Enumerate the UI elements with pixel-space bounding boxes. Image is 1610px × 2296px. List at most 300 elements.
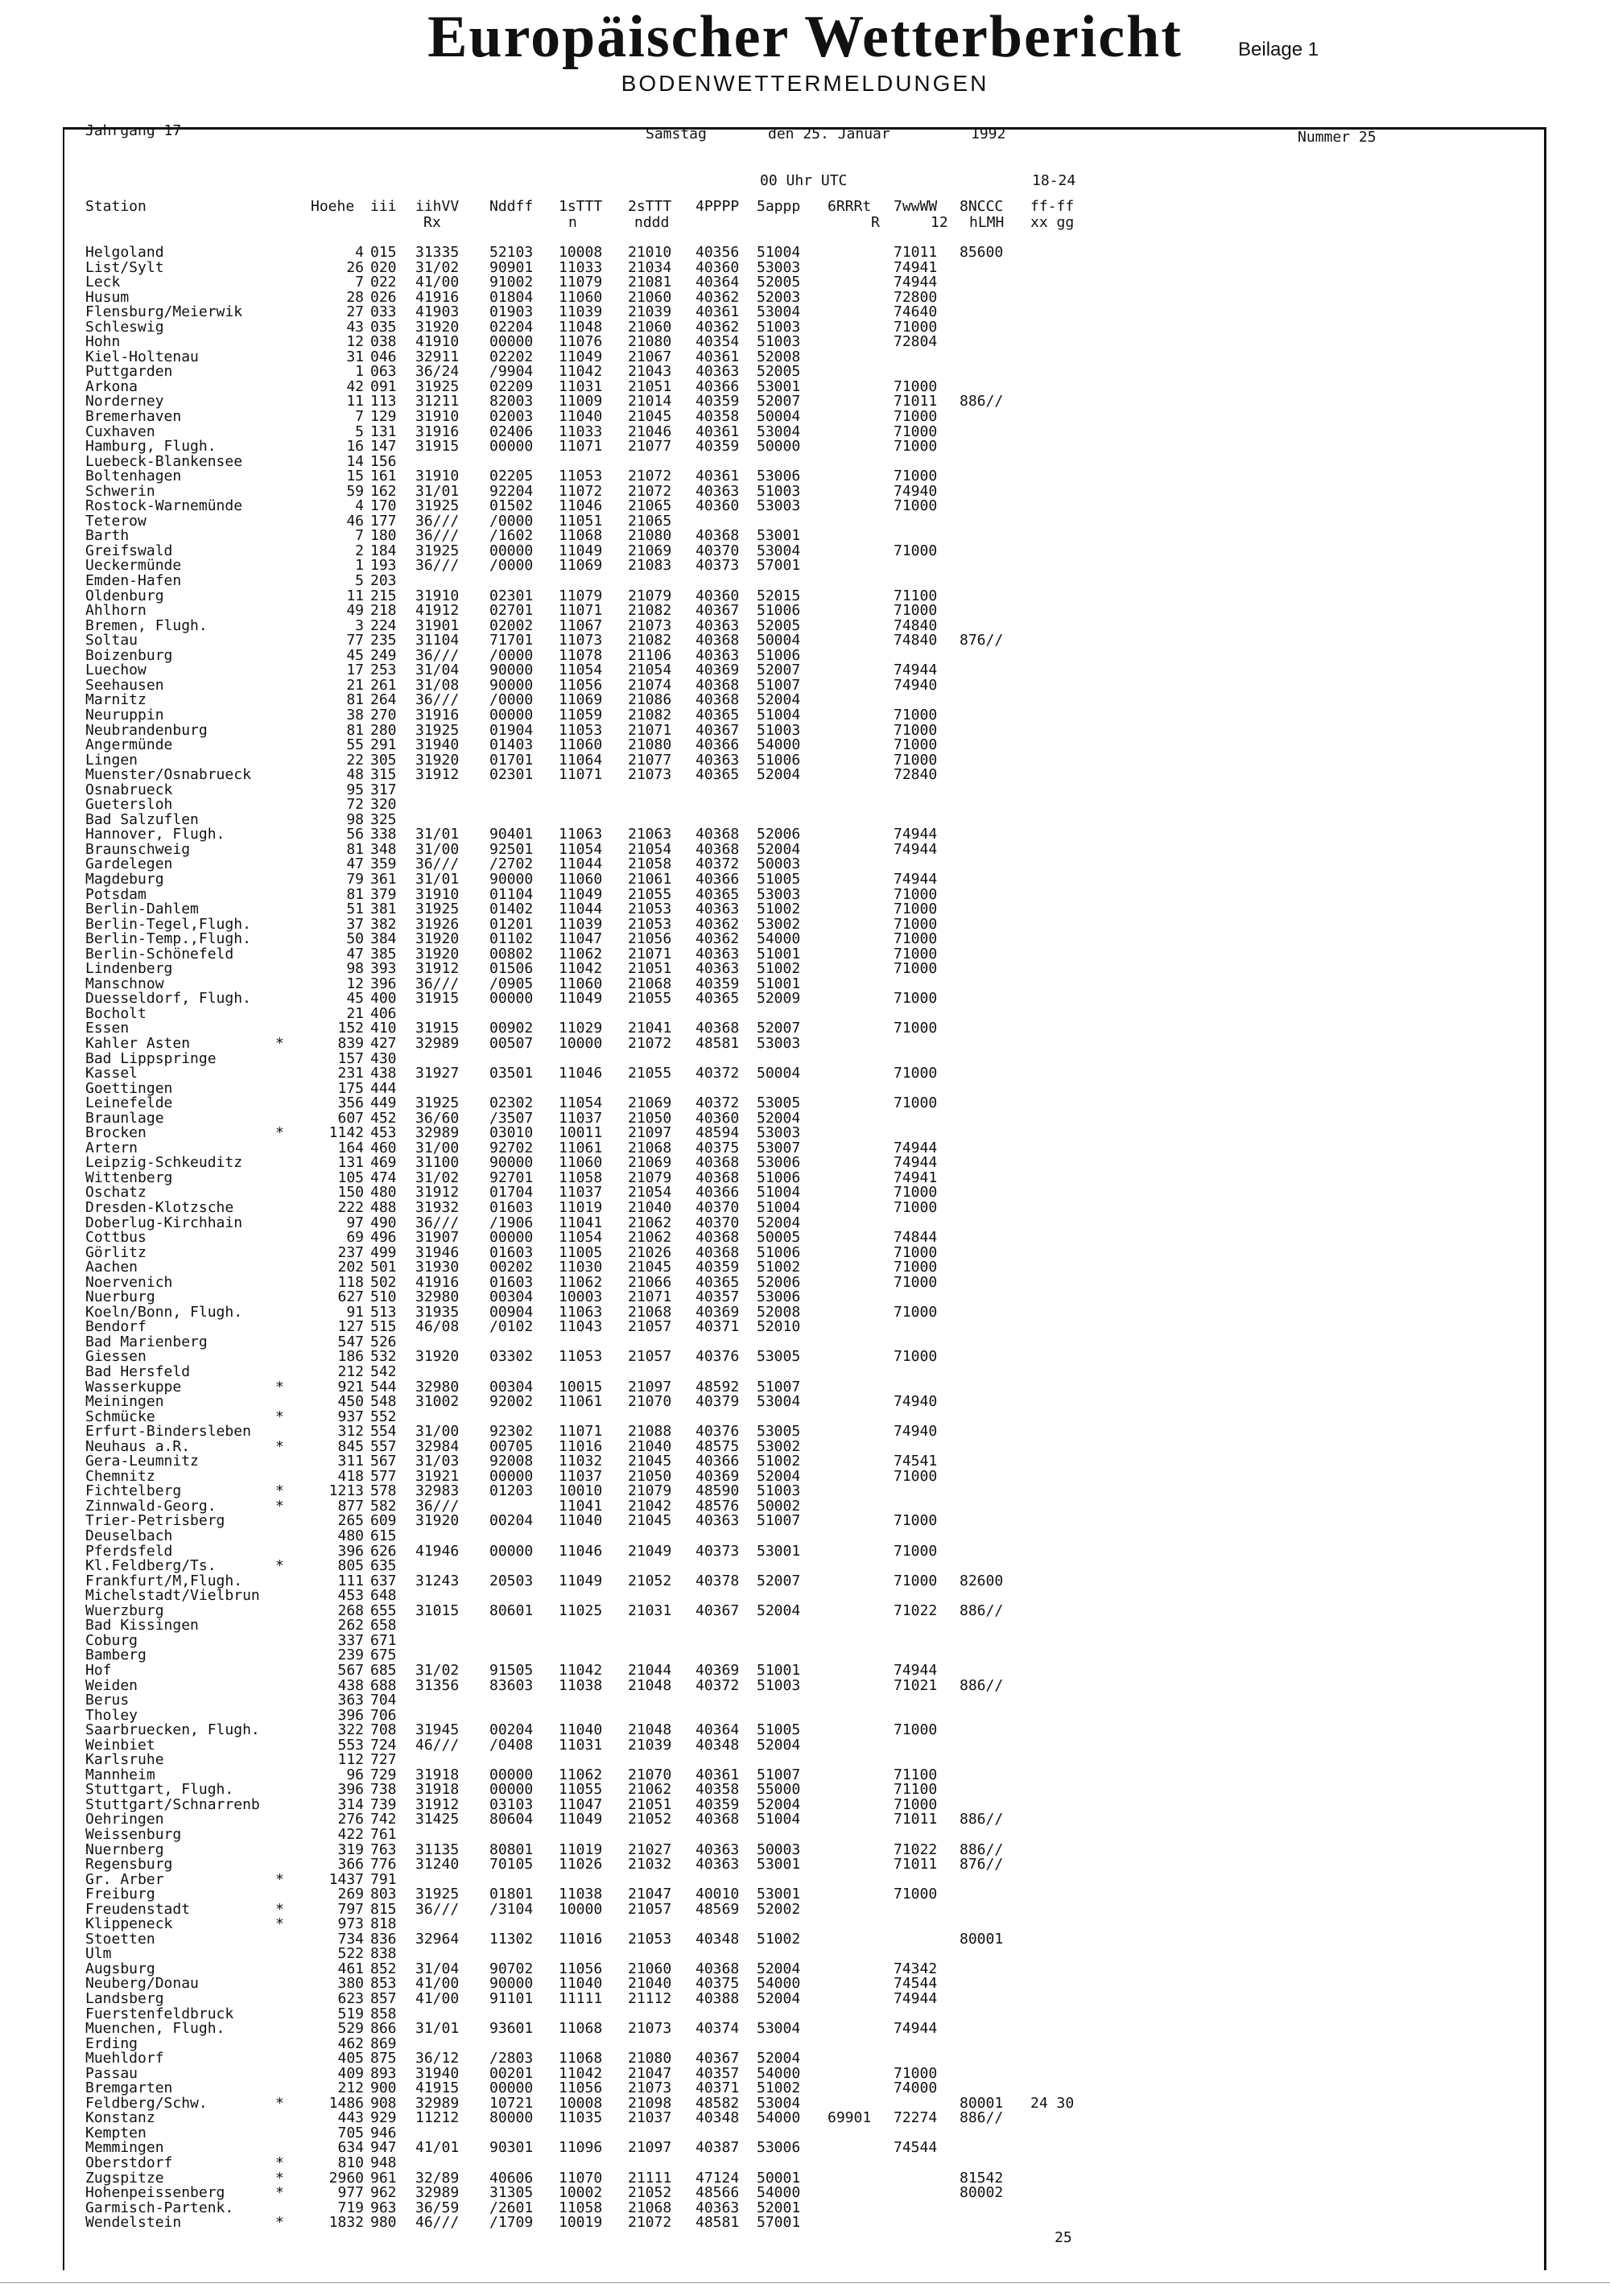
group-5appp: 51001 [757, 975, 801, 992]
group-1sttt: 11049 [559, 348, 603, 365]
group-iihvv: 31/00 [415, 840, 460, 858]
col-1sttt-sub: n [568, 214, 577, 231]
group-nddff: 01904 [489, 721, 534, 739]
group-2sttt: 21054 [628, 662, 672, 679]
group-4pppp: 40360 [696, 587, 740, 604]
group-1sttt: 11046 [559, 497, 603, 515]
group-2sttt: 21081 [628, 274, 672, 291]
station-name: Kempten [85, 2124, 147, 2141]
group-nddff: /3507 [489, 1109, 534, 1127]
station-name: Nuernberg [85, 1841, 164, 1858]
table-row [0, 2007, 1610, 2022]
group-iihvv: 31926 [415, 915, 460, 933]
group-5appp: 53002 [757, 915, 801, 933]
group-iihvv: 31925 [415, 542, 460, 559]
station-name: Stuttgart, Flugh. [85, 1781, 234, 1799]
group-nddff: 90000 [489, 1154, 534, 1172]
group-nddff: 02301 [489, 587, 534, 604]
group-2sttt: 21037 [628, 2109, 672, 2127]
group-ff: 24 30 [1030, 2094, 1075, 2112]
group-iihvv: 32964 [415, 1930, 460, 1948]
group-1sttt: 11049 [559, 542, 603, 559]
group-4pppp: 40363 [696, 2199, 740, 2216]
group-iihvv: 41/00 [415, 274, 460, 291]
group-2sttt: 21073 [628, 766, 672, 784]
mountain-mark: * [275, 2214, 284, 2232]
group-7wwww: 71000 [894, 1184, 938, 1202]
group-nddff: 00000 [489, 333, 534, 351]
station-index: 582 [370, 1497, 397, 1515]
group-8nccc: 876// [960, 1856, 1004, 1873]
station-index: 510 [370, 1288, 397, 1306]
station-name: Dresden-Klotzsche [85, 1199, 234, 1216]
station-name: Angermünde [85, 736, 173, 754]
group-2sttt: 21045 [628, 1512, 672, 1530]
group-5appp: 52004 [757, 840, 801, 858]
station-index: 161 [370, 468, 397, 485]
station-name: Berus [85, 1692, 130, 1709]
table-row [0, 678, 1610, 694]
station-height: 734 [337, 1930, 364, 1948]
group-2sttt: 21079 [628, 1482, 672, 1500]
group-5appp: 50004 [757, 1065, 801, 1082]
station-height: 112 [337, 1751, 364, 1769]
group-2sttt: 21053 [628, 915, 672, 933]
station-height: 553 [337, 1736, 364, 1754]
group-iihvv: 36/// [415, 1497, 460, 1515]
station-name: Meiningen [85, 1393, 164, 1411]
group-1sttt: 11030 [559, 1259, 603, 1276]
group-4pppp: 40363 [696, 482, 740, 500]
group-4pppp: 40372 [696, 1676, 740, 1694]
station-height: 31 [346, 348, 364, 365]
station-height: 311 [337, 1453, 364, 1470]
group-5appp: 52008 [757, 348, 801, 365]
group-2sttt: 21079 [628, 587, 672, 604]
group-nddff: 80000 [489, 2109, 534, 2127]
group-nddff: /0905 [489, 975, 534, 992]
group-iihvv: 31/08 [415, 676, 460, 694]
station-index: 038 [370, 333, 397, 351]
group-nddff: 02406 [489, 423, 534, 440]
station-name: Bremerhaven [85, 408, 182, 426]
station-index: 502 [370, 1273, 397, 1291]
group-4pppp: 40363 [696, 616, 740, 634]
station-index: 235 [370, 632, 397, 649]
group-iihvv: 32984 [415, 1437, 460, 1455]
station-index: 685 [370, 1661, 397, 1679]
group-iihvv: 31907 [415, 1229, 460, 1247]
group-5appp: 50003 [757, 855, 801, 873]
station-name: Manschnow [85, 975, 164, 992]
group-2sttt: 21066 [628, 1273, 672, 1291]
jahrgang-label: Jahrgang 17 [85, 122, 182, 139]
group-nddff: 01701 [489, 751, 534, 769]
table-row [0, 1723, 1610, 1738]
station-height: 231 [337, 1065, 364, 1082]
table-row [0, 2022, 1610, 2037]
table-row [0, 693, 1610, 708]
group-8nccc: 886// [960, 1841, 1004, 1858]
group-1sttt: 11037 [559, 1109, 603, 1127]
station-name: Garmisch-Partenk. [85, 2199, 234, 2216]
station-height: 21 [346, 1004, 364, 1022]
group-4pppp: 40359 [696, 393, 740, 410]
group-4pppp: 48576 [696, 1497, 740, 1515]
group-5appp: 53003 [757, 1124, 801, 1142]
group-iihvv: 31104 [415, 632, 460, 649]
group-nddff: /9904 [489, 363, 534, 381]
group-nddff: 92008 [489, 1453, 534, 1470]
table-row [0, 1738, 1610, 1754]
group-7wwww: 71000 [894, 1348, 938, 1366]
group-nddff: 00000 [489, 990, 534, 1008]
group-iihvv: 36/60 [415, 1109, 460, 1127]
group-4pppp: 40361 [696, 303, 740, 321]
station-index: 490 [370, 1214, 397, 1231]
group-nddff: 92302 [489, 1423, 534, 1441]
station-index: 410 [370, 1020, 397, 1037]
table-row [0, 633, 1610, 649]
group-nddff: 00202 [489, 1259, 534, 1276]
group-5appp: 53001 [757, 1856, 801, 1873]
table-row [0, 1932, 1610, 1948]
group-2sttt: 21057 [628, 1900, 672, 1918]
group-nddff: 01102 [489, 930, 534, 948]
station-index: 261 [370, 676, 397, 694]
station-height: 175 [337, 1079, 364, 1097]
group-7wwww: 71000 [894, 901, 938, 918]
group-2sttt: 21050 [628, 1467, 672, 1485]
station-name: Berlin-Schönefeld [85, 945, 234, 963]
station-name: Erding [85, 2034, 138, 2052]
group-nddff: 01801 [489, 1886, 534, 1903]
table-row [0, 2186, 1610, 2201]
station-height: 81 [346, 885, 364, 903]
group-1sttt: 11042 [559, 1661, 603, 1679]
station-height: 7 [355, 527, 364, 545]
group-5appp: 53001 [757, 377, 801, 395]
col-7wwww: 7wwWW [894, 198, 938, 215]
station-name: Kahler Asten [85, 1034, 191, 1052]
station-index: 704 [370, 1692, 397, 1709]
group-nddff: 01603 [489, 1243, 534, 1261]
station-height: 95 [346, 781, 364, 798]
table-row [0, 663, 1610, 678]
station-name: Braunschweig [85, 840, 191, 858]
col-ff-sub: xx gg [1030, 214, 1075, 231]
group-1sttt: 11076 [559, 333, 603, 351]
table-row [0, 1126, 1610, 1141]
station-height: 396 [337, 1542, 364, 1560]
group-2sttt: 21077 [628, 438, 672, 455]
station-index: 224 [370, 616, 397, 634]
station-name: Norderney [85, 393, 164, 410]
group-4pppp: 40361 [696, 348, 740, 365]
group-5appp: 52004 [757, 1109, 801, 1127]
group-5appp: 53006 [757, 1154, 801, 1172]
station-index: 035 [370, 318, 397, 336]
station-name: Gr. Arber [85, 1870, 164, 1888]
station-index: 177 [370, 512, 397, 530]
col-5appp: 5appp [757, 198, 801, 215]
group-nddff: 11302 [489, 1930, 534, 1948]
station-name: Zugspitze [85, 2169, 164, 2187]
group-4pppp: 40373 [696, 557, 740, 575]
group-iihvv: 31/03 [415, 1453, 460, 1470]
station-index: 739 [370, 1795, 397, 1813]
station-height: 337 [337, 1631, 364, 1649]
group-7wwww: 74940 [894, 1423, 938, 1441]
station-height: 55 [346, 736, 364, 754]
station-height: 845 [337, 1437, 364, 1455]
table-row [0, 1156, 1610, 1171]
group-7wwww: 72840 [894, 766, 938, 784]
station-index: 557 [370, 1437, 397, 1455]
station-index: 791 [370, 1870, 397, 1888]
group-4pppp: 48569 [696, 1900, 740, 1918]
group-5appp: 54000 [757, 2064, 801, 2082]
group-7wwww: 71000 [894, 721, 938, 739]
group-2sttt: 21072 [628, 468, 672, 485]
group-8nccc: 82600 [960, 1572, 1004, 1589]
station-index: 515 [370, 1318, 397, 1336]
station-index: 460 [370, 1139, 397, 1156]
weekday-label: Samstag [646, 126, 707, 142]
station-height: 810 [337, 2154, 364, 2171]
station-name: Kl.Feldberg/Ts. [85, 1557, 217, 1575]
group-iihvv: 31015 [415, 1601, 460, 1619]
group-2sttt: 21041 [628, 1020, 672, 1037]
group-iihvv: 31915 [415, 1020, 460, 1037]
group-4pppp: 40363 [696, 646, 740, 664]
group-8nccc: 886// [960, 1676, 1004, 1694]
station-name: Wittenberg [85, 1169, 173, 1186]
station-height: 276 [337, 1811, 364, 1828]
group-4pppp: 40374 [696, 2020, 740, 2038]
mountain-mark: * [275, 1900, 284, 1918]
group-5appp: 51004 [757, 706, 801, 723]
group-1sttt: 11049 [559, 990, 603, 1008]
group-5appp: 52009 [757, 990, 801, 1008]
station-index: 961 [370, 2169, 397, 2187]
group-2sttt: 21040 [628, 1437, 672, 1455]
station-index: 480 [370, 1184, 397, 1202]
group-1sttt: 11079 [559, 587, 603, 604]
station-index: 869 [370, 2034, 397, 2052]
table-row [0, 1768, 1610, 1783]
group-1sttt: 11059 [559, 706, 603, 723]
table-row [0, 2141, 1610, 2156]
station-name: Pferdsfeld [85, 1542, 173, 1560]
station-index: 763 [370, 1841, 397, 1858]
station-name: Emden-Hafen [85, 572, 182, 590]
group-2sttt: 21062 [628, 1214, 672, 1231]
table-row [0, 1601, 1610, 1619]
group-iihvv: 31925 [415, 377, 460, 395]
col-station: Station [85, 198, 147, 215]
group-4pppp: 40369 [696, 1303, 740, 1321]
table-row [0, 1320, 1610, 1335]
station-height: 72 [346, 796, 364, 814]
station-height: 97 [346, 1214, 364, 1231]
table-row [0, 559, 1610, 574]
table-row [0, 2081, 1610, 2096]
station-index: 218 [370, 602, 397, 620]
table-row [0, 1499, 1610, 1515]
group-1sttt: 11038 [559, 1676, 603, 1694]
group-4pppp: 40368 [696, 1243, 740, 1261]
group-1sttt: 11071 [559, 438, 603, 455]
group-1sttt: 11056 [559, 676, 603, 694]
group-1sttt: 11016 [559, 1437, 603, 1455]
group-1sttt: 11073 [559, 632, 603, 649]
station-height: 443 [337, 2109, 364, 2127]
group-7wwww: 74844 [894, 1229, 938, 1247]
group-2sttt: 21054 [628, 1184, 672, 1202]
group-2sttt: 21031 [628, 1601, 672, 1619]
station-height: 69 [346, 1229, 364, 1247]
group-5appp: 52007 [757, 393, 801, 410]
group-2sttt: 21052 [628, 1572, 672, 1589]
station-index: 637 [370, 1572, 397, 1589]
group-7wwww: 71000 [894, 408, 938, 426]
group-7wwww: 71000 [894, 1273, 938, 1291]
station-name: Weinbiet [85, 1736, 155, 1754]
group-5appp: 51006 [757, 751, 801, 769]
col-ff: ff-ff [1030, 198, 1075, 215]
group-4pppp: 40358 [696, 1781, 740, 1799]
group-5appp: 51006 [757, 1169, 801, 1186]
table-row [0, 1514, 1610, 1529]
group-iihvv: 41/00 [415, 1975, 460, 1993]
station-height: 634 [337, 2139, 364, 2157]
group-iihvv: 36/// [415, 855, 460, 873]
group-2sttt: 21082 [628, 632, 672, 649]
group-iihvv: 31930 [415, 1259, 460, 1276]
station-index: 738 [370, 1781, 397, 1799]
station-height: 46 [346, 512, 364, 530]
group-iihvv: 31920 [415, 1512, 460, 1530]
group-4pppp: 40363 [696, 960, 740, 978]
group-2sttt: 21060 [628, 288, 672, 306]
station-height: 77 [346, 632, 364, 649]
group-8nccc: 80001 [960, 1930, 1004, 1948]
table-row [0, 1185, 1610, 1201]
group-5appp: 52004 [757, 1736, 801, 1754]
table-row [0, 1676, 1610, 1694]
station-height: 28 [346, 288, 364, 306]
group-7wwww: 71000 [894, 2064, 938, 2082]
group-4pppp: 40362 [696, 318, 740, 336]
group-1sttt: 10008 [559, 244, 603, 261]
group-5appp: 57001 [757, 557, 801, 575]
group-4pppp: 40366 [696, 377, 740, 395]
group-5appp: 51003 [757, 721, 801, 739]
group-2sttt: 21069 [628, 542, 672, 559]
group-2sttt: 21062 [628, 1781, 672, 1799]
station-name: Fuerstenfeldbruck [85, 2005, 234, 2022]
station-index: 893 [370, 2064, 397, 2082]
station-index: 866 [370, 2020, 397, 2038]
station-index: 325 [370, 810, 397, 828]
group-7wwww: 74944 [894, 1154, 938, 1172]
table-row [0, 1947, 1610, 1962]
table-row [0, 708, 1610, 723]
group-nddff: 00000 [489, 1467, 534, 1485]
station-name: Goettingen [85, 1079, 173, 1097]
group-1sttt: 11054 [559, 662, 603, 679]
group-7wwww: 71000 [894, 1542, 938, 1560]
group-8nccc: 81542 [960, 2169, 1004, 2187]
group-nddff: 91101 [489, 1989, 534, 2007]
station-table-body [0, 245, 1610, 2231]
mountain-mark: * [275, 1870, 284, 1888]
station-index: 474 [370, 1169, 397, 1186]
group-nddff: /2803 [489, 2050, 534, 2067]
group-nddff: /0000 [489, 512, 534, 530]
table-row [0, 783, 1610, 798]
group-5appp: 52001 [757, 2199, 801, 2216]
station-height: 877 [337, 1497, 364, 1515]
group-nddff: 02701 [489, 602, 534, 620]
group-nddff: 00507 [489, 1034, 534, 1052]
group-5appp: 51005 [757, 1721, 801, 1739]
mountain-mark: * [275, 2094, 284, 2112]
table-row [0, 377, 1610, 395]
group-5appp: 52004 [757, 691, 801, 709]
date-label: den 25. Januar [768, 126, 890, 142]
station-name: Stoetten [85, 1930, 155, 1948]
table-row [0, 1631, 1610, 1649]
station-height: 152 [337, 1020, 364, 1037]
group-iihvv: 31/02 [415, 258, 460, 276]
group-1sttt: 11037 [559, 1184, 603, 1202]
group-iihvv: 32989 [415, 2094, 460, 2112]
group-1sttt: 11068 [559, 2020, 603, 2038]
station-name: Helgoland [85, 244, 164, 261]
group-2sttt: 21068 [628, 1303, 672, 1321]
station-name: Freiburg [85, 1886, 155, 1903]
group-iihvv: 31912 [415, 766, 460, 784]
station-name: Muenster/Osnabrueck [85, 766, 251, 784]
station-height: 15 [346, 468, 364, 485]
station-name: Gera-Leumnitz [85, 1453, 199, 1470]
station-height: 118 [337, 1273, 364, 1291]
group-4pppp: 40365 [696, 990, 740, 1008]
group-5appp: 53005 [757, 1348, 801, 1366]
group-nddff: 01603 [489, 1273, 534, 1291]
station-name: Guetersloh [85, 796, 173, 814]
group-7wwww: 74944 [894, 840, 938, 858]
group-2sttt: 21112 [628, 1989, 672, 2007]
station-index: 513 [370, 1303, 397, 1321]
group-iihvv: 36/// [415, 512, 460, 530]
group-1sttt: 11053 [559, 1348, 603, 1366]
station-height: 396 [337, 1706, 364, 1724]
station-index: 320 [370, 796, 397, 814]
group-7wwww: 74541 [894, 1453, 938, 1470]
table-row [0, 723, 1610, 739]
group-7wwww: 71000 [894, 1886, 938, 1903]
group-2sttt: 21068 [628, 2199, 672, 2216]
station-index: 658 [370, 1617, 397, 1634]
group-2sttt: 21052 [628, 2184, 672, 2202]
group-nddff: 90702 [489, 1960, 534, 1977]
group-4pppp: 40363 [696, 363, 740, 381]
station-height: 56 [346, 826, 364, 843]
group-nddff: 92702 [489, 1139, 534, 1156]
